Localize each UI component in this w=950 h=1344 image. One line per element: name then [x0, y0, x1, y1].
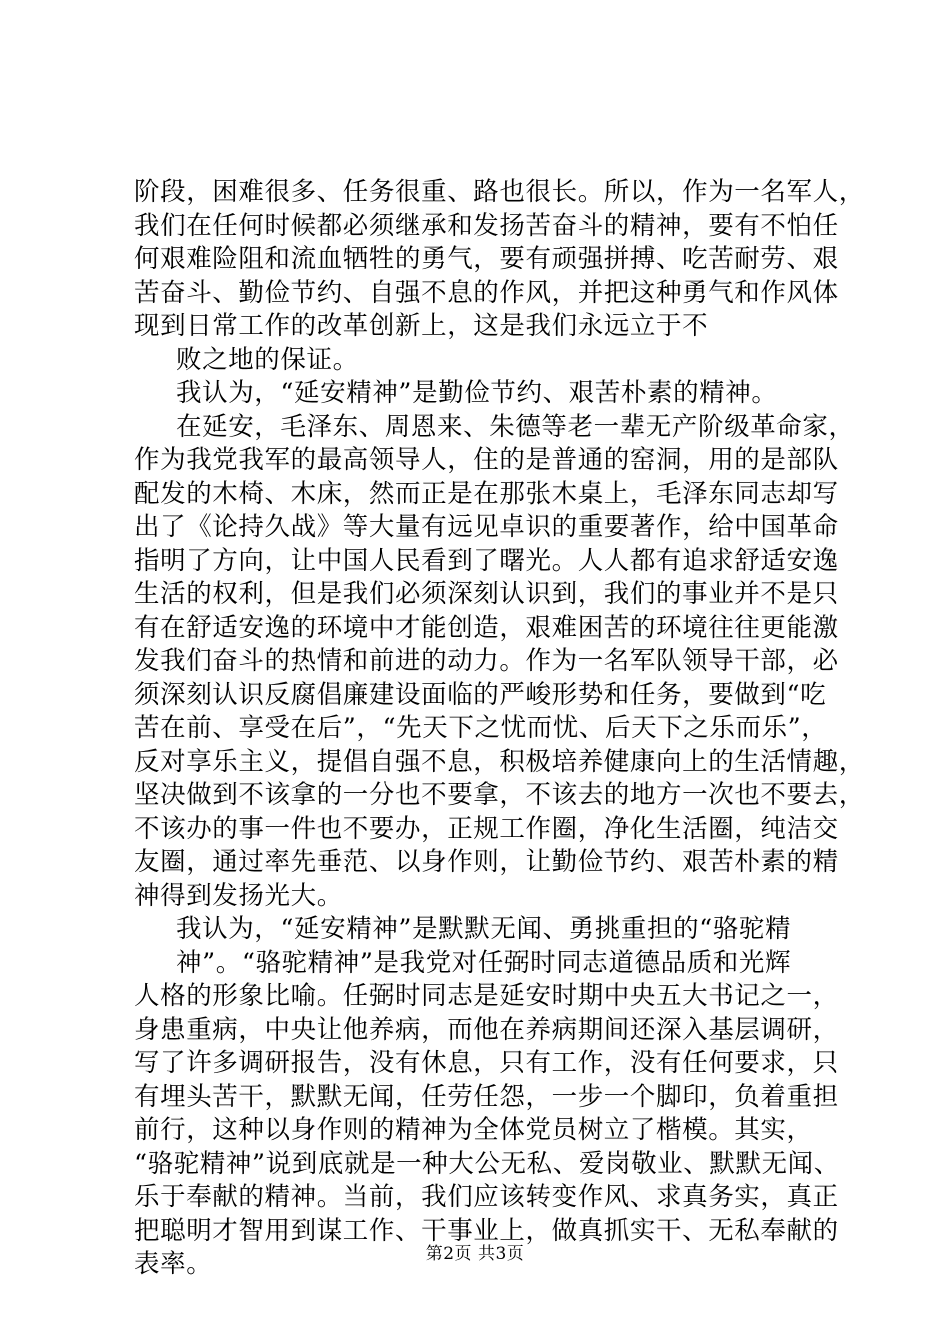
text-line: 苦奋斗、勤俭节约、自强不息的作风，并把这种勇气和作风体: [134, 277, 839, 308]
text-line: 身患重病，中央让他养病，而他在养病期间还深入基层调研，: [134, 1014, 839, 1045]
text-line: 发我们奋斗的热情和前进的动力。作为一名军队领导干部，必: [134, 646, 839, 676]
text-line: 在延安，毛泽东、周恩来、朱德等老一辈无产阶级革命家，: [176, 411, 855, 442]
text-line: 神得到发扬光大。: [134, 880, 343, 911]
text-line: 反对享乐主义，提倡自强不息，积极培养健康向上的生活情趣，: [134, 746, 865, 777]
text-line: 苦在前、享受在后”，“先天下之忧而忧、后天下之乐而乐”，: [134, 713, 828, 743]
text-line: 坚决做到不该拿的一分也不要拿，不该去的地方一次也不要去，: [134, 780, 865, 810]
text-line: 指明了方向，让中国人民看到了曙光。人人都有追求舒适安逸: [134, 545, 839, 576]
text-line: “骆驼精神”说到底就是一种大公无私、爱岗敬业、默默无闻、: [134, 1148, 840, 1179]
text-line: 乐于奉献的精神。当前，我们应该转变作风、求真务实，真正: [134, 1182, 839, 1212]
text-line: 神”。“骆驼精神”是我党对任弼时同志道德品质和光辉: [176, 947, 792, 978]
text-line: 生活的权利，但是我们必须深刻认识到，我们的事业并不是只: [134, 579, 839, 609]
text-line: 表率。: [134, 1249, 213, 1279]
text-line: 我认为，“延安精神”是默默无闻、勇挑重担的“骆驼精: [176, 914, 792, 944]
text-line: 须深刻认识反腐倡廉建设面临的严峻形势和任务，要做到“吃: [134, 679, 827, 710]
page-footer: 第2页 共3页: [425, 1244, 525, 1264]
text-line: 何艰难险阻和流血牺牲的勇气，要有顽强拼搏、吃苦耐劳、艰: [134, 244, 839, 274]
text-line: 配发的木椅、木床，然而正是在那张木桌上，毛泽东同志却写: [134, 478, 839, 509]
text-line: 人格的形象比喻。任弼时同志是延安时期中央五大书记之一，: [134, 981, 839, 1011]
text-line: 有在舒适安逸的环境中才能创造，艰难困苦的环境往往更能激: [134, 612, 839, 643]
text-line: 作为我党我军的最高领导人，住的是普通的窑洞，用的是部队: [134, 445, 839, 475]
text-line: 我们在任何时候都必须继承和发扬苦奋斗的精神，要有不怕任: [134, 210, 839, 241]
text-line: 友圈，通过率先垂范、以身作则，让勤俭节约、艰苦朴素的精: [134, 847, 839, 877]
body-text: [134, 176, 865, 1282]
text-line: 前行，这种以身作则的精神为全体党员树立了楷模。其实，: [134, 1115, 813, 1145]
text-line: 有埋头苦干，默默无闻，任劳任怨，一步一个脚印，负着重担: [134, 1081, 839, 1112]
text-line: 现到日常工作的改革创新上，这是我们永远立于不: [134, 311, 709, 341]
text-line: 写了许多调研报告，没有休息，只有工作，没有任何要求，只: [134, 1048, 839, 1078]
text-line: 把聪明才智用到谋工作、干事业上，做真抓实干、无私奉献的: [134, 1215, 839, 1246]
text-line: 出了《论持久战》等大量有远见卓识的重要著作，给中国革命: [134, 512, 839, 542]
text-line: 阶段，困难很多、任务很重、路也很长。所以，作为一名军人，: [134, 177, 865, 207]
text-line: 败之地的保证。: [176, 344, 359, 375]
text-line: 我认为，“延安精神”是勤俭节约、艰苦朴素的精神。: [176, 378, 778, 408]
text-line: 不该办的事一件也不要办，正规工作圈，净化生活圈，纯洁交: [134, 813, 839, 844]
